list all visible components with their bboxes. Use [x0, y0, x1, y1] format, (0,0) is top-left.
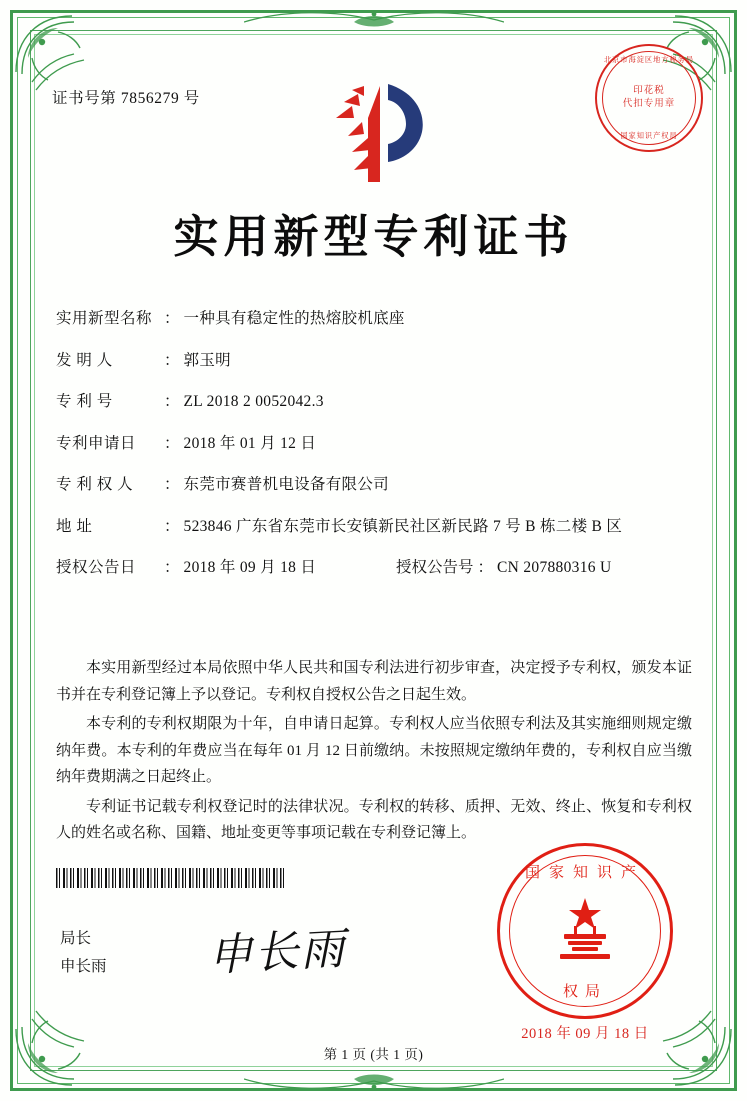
signatory-role: 局长 — [60, 930, 92, 947]
stamp-center-line1: 印花税 — [633, 86, 665, 96]
page-title: 实用新型专利证书 — [173, 210, 574, 263]
tax-stamp-top-right — [595, 44, 703, 152]
field-label: 专利申请日 — [56, 434, 137, 452]
cnipa-logo-icon — [318, 78, 438, 190]
field-colon: ： — [164, 559, 180, 576]
field-colon: ： — [164, 393, 180, 410]
field-row-inventor — [56, 350, 696, 372]
seal-arc-bottom-text: 权局 — [562, 984, 607, 1000]
signatory-name: 申长雨 — [60, 958, 107, 975]
field-label: 专 利 权 人 — [56, 476, 134, 493]
grant-number-group — [396, 557, 611, 579]
stamp-center-text — [595, 85, 703, 111]
barcode — [56, 868, 286, 888]
field-colon: ： — [164, 351, 180, 369]
border-flourish-top — [244, 8, 504, 39]
field-colon: ： — [164, 434, 180, 452]
field-colon: ： — [164, 310, 180, 327]
field-colon: ： — [164, 517, 180, 535]
stamp-arc-top-text: 北京市海淀区地方税务局 — [603, 56, 695, 64]
field-value: 523846 广东省东莞市长安镇新民社区新民路 7 号 B 栋二楼 B 区 — [183, 517, 623, 535]
field-row-utility-model-name — [56, 308, 696, 330]
border-flourish-bottom — [244, 1062, 504, 1093]
stamp-arc-bottom-text: 国家知识产权局 — [620, 132, 678, 140]
handwritten-signature: 申长雨 — [206, 923, 348, 982]
page-footer: 第 1 页 (共 1 页) — [323, 1047, 424, 1062]
field-value: 东莞市赛普机电设备有限公司 — [183, 476, 389, 493]
paragraph: 专利证书记载专利权登记时的法律状况。专利权的转移、质押、无效、终止、恢复和专利权人的姓名或名称、国籍、地址变更等事项记载在专利登记簿上。 — [56, 798, 692, 841]
field-row-patentee — [56, 474, 696, 496]
field-value: 2018 年 09 月 18 日 — [183, 559, 317, 576]
field-colon: ： — [477, 559, 494, 576]
legal-text-block — [56, 655, 692, 850]
field-row-address — [56, 516, 696, 538]
field-value: CN 207880316 U — [497, 559, 612, 576]
field-row-patent-number — [56, 391, 696, 413]
stamp-center-line2: 代扣专用章 — [622, 99, 676, 109]
field-label: 授权公告日 — [56, 559, 137, 576]
seal-arc-top-text: 国家知识产 — [524, 865, 645, 881]
national-emblem-icon — [542, 888, 628, 974]
field-value: 一种具有稳定性的热熔胶机底座 — [183, 310, 405, 327]
field-label: 授权公告号 — [396, 559, 474, 576]
paragraph: 本专利的专利权期限为十年，自申请日起算。专利权人应当依照专利法及其实施细则规定缴纳年费。本专利的年费应当在每年 01 月 12 日前缴纳。未按照规定缴纳年费的，专利权自应当缴纳年费期满之日起终止。 — [56, 716, 692, 785]
field-label: 地 址 — [56, 517, 93, 535]
official-seal — [497, 843, 673, 1019]
seal-date: 2018 年 09 月 18 日 — [521, 1026, 649, 1042]
field-value: ZL 2018 2 0052042.3 — [183, 393, 324, 410]
grant-date-group — [56, 557, 396, 579]
field-row-grant-announcement — [56, 557, 696, 579]
paragraph: 本实用新型经过本局依照中华人民共和国专利法进行初步审查，决定授予专利权，颁发本证书并在专利登记簿上予以登记。专利权自授权公告之日起生效。 — [56, 660, 692, 703]
field-colon: ： — [164, 476, 180, 493]
field-value: 郭玉明 — [183, 351, 231, 369]
field-row-application-date — [56, 433, 696, 455]
signature-block — [60, 925, 107, 981]
field-list — [56, 308, 696, 599]
field-label: 专 利 号 — [56, 393, 113, 410]
field-label: 实用新型名称 — [56, 310, 153, 327]
field-value: 2018 年 01 月 12 日 — [183, 434, 317, 452]
certificate-number: 证书号第 7856279 号 — [52, 90, 200, 107]
field-label: 发 明 人 — [56, 351, 113, 369]
